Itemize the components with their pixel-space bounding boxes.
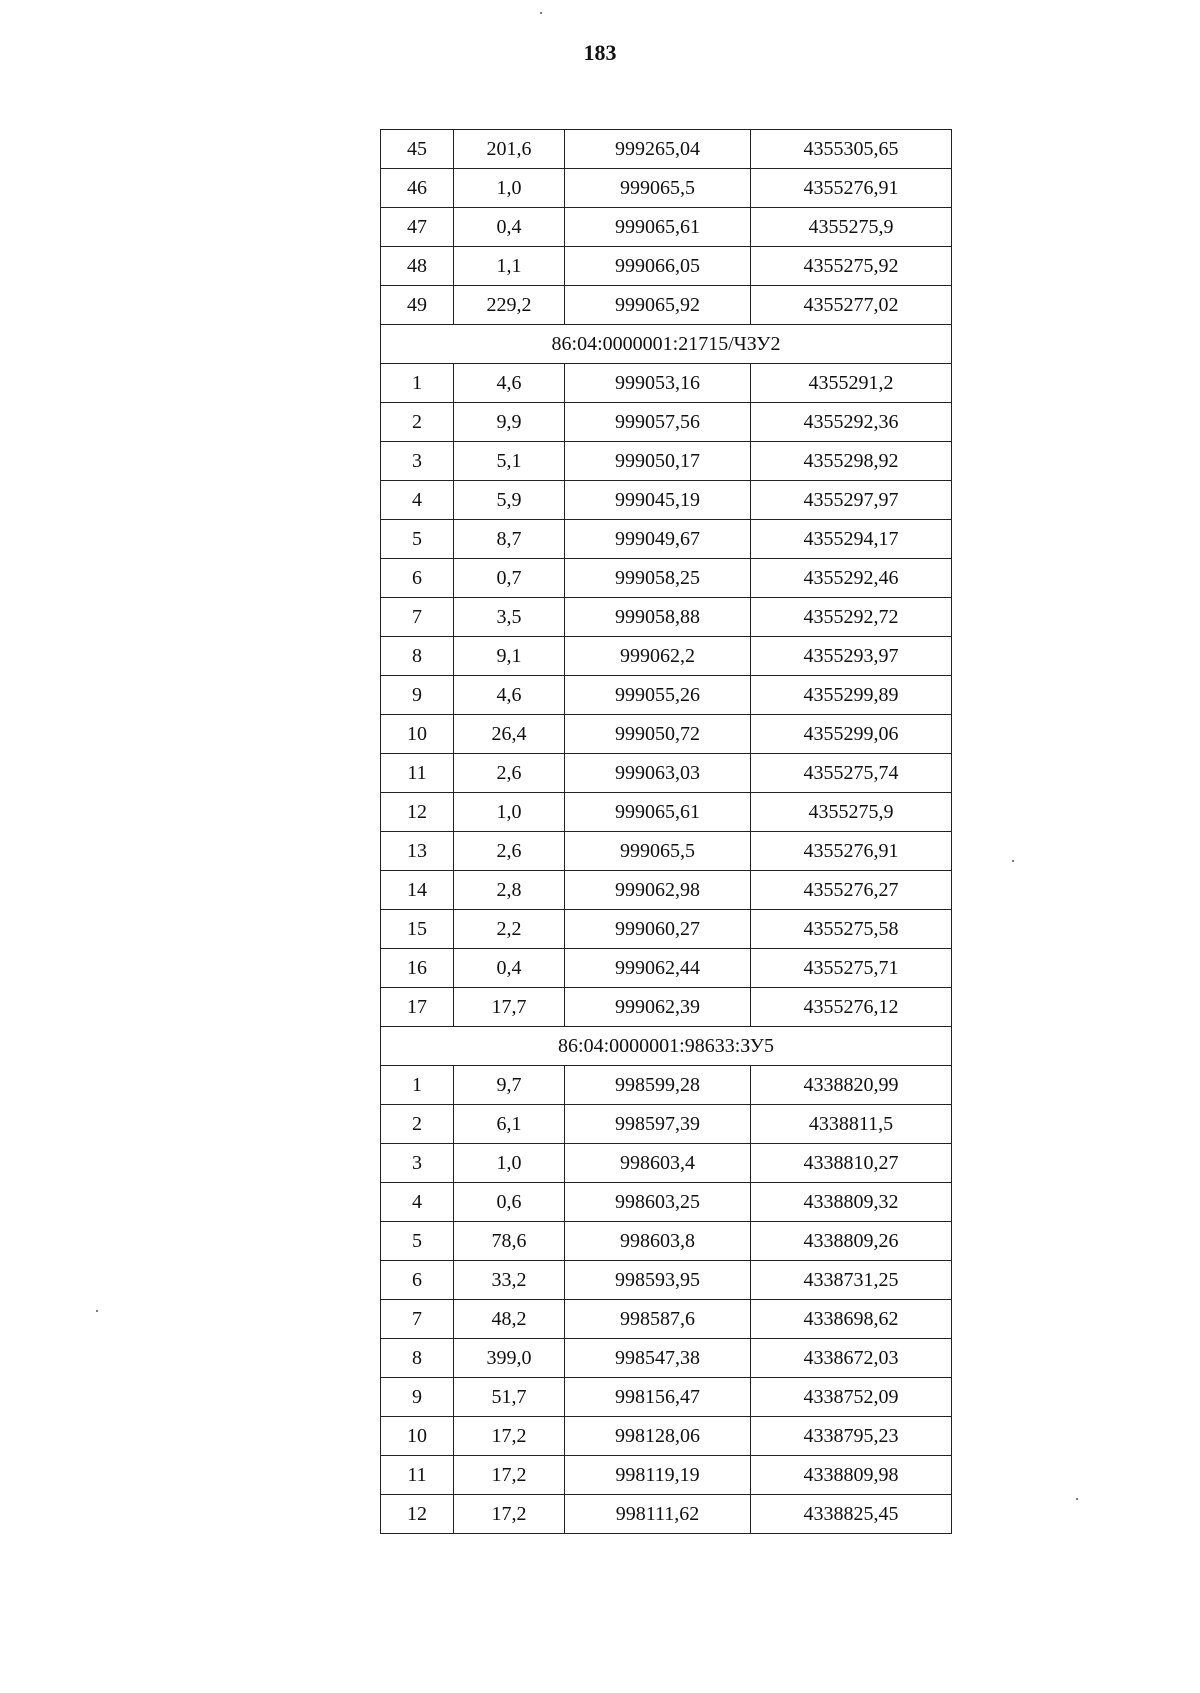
table-row: [381, 715, 952, 754]
point-number-cell: 5: [381, 520, 454, 559]
table-row: [381, 1378, 952, 1417]
point-number-cell: 17: [381, 988, 454, 1027]
distance-cell: 0,4: [454, 949, 565, 988]
distance-cell: 17,2: [454, 1456, 565, 1495]
y-coordinate-cell: 4338672,03: [751, 1339, 952, 1378]
distance-cell: 1,0: [454, 169, 565, 208]
distance-cell: 1,0: [454, 1144, 565, 1183]
x-coordinate-cell: 999063,03: [565, 754, 751, 793]
y-coordinate-cell: 4355276,27: [751, 871, 952, 910]
y-coordinate-cell: 4355275,9: [751, 208, 952, 247]
distance-cell: 5,1: [454, 442, 565, 481]
y-coordinate-cell: 4355293,97: [751, 637, 952, 676]
y-coordinate-cell: 4355277,02: [751, 286, 952, 325]
distance-cell: 1,0: [454, 793, 565, 832]
point-number-cell: 12: [381, 1495, 454, 1534]
distance-cell: 2,8: [454, 871, 565, 910]
table-row: [381, 247, 952, 286]
y-coordinate-cell: 4338698,62: [751, 1300, 952, 1339]
y-coordinate-cell: 4338795,23: [751, 1417, 952, 1456]
y-coordinate-cell: 4338809,26: [751, 1222, 952, 1261]
y-coordinate-cell: 4355292,36: [751, 403, 952, 442]
x-coordinate-cell: 999062,39: [565, 988, 751, 1027]
point-number-cell: 13: [381, 832, 454, 871]
table-row: [381, 754, 952, 793]
y-coordinate-cell: 4338811,5: [751, 1105, 952, 1144]
x-coordinate-cell: 999062,2: [565, 637, 751, 676]
x-coordinate-cell: 998119,19: [565, 1456, 751, 1495]
x-coordinate-cell: 998599,28: [565, 1066, 751, 1105]
table-row: [381, 1066, 952, 1105]
distance-cell: 51,7: [454, 1378, 565, 1417]
point-number-cell: 4: [381, 481, 454, 520]
y-coordinate-cell: 4338825,45: [751, 1495, 952, 1534]
scan-speck: [1012, 860, 1014, 862]
distance-cell: 6,1: [454, 1105, 565, 1144]
y-coordinate-cell: 4355297,97: [751, 481, 952, 520]
point-number-cell: 1: [381, 1066, 454, 1105]
distance-cell: 2,6: [454, 754, 565, 793]
distance-cell: 399,0: [454, 1339, 565, 1378]
distance-cell: 201,6: [454, 130, 565, 169]
scan-speck: [1076, 1498, 1078, 1500]
x-coordinate-cell: 998603,4: [565, 1144, 751, 1183]
distance-cell: 229,2: [454, 286, 565, 325]
y-coordinate-cell: 4355299,06: [751, 715, 952, 754]
distance-cell: 17,2: [454, 1417, 565, 1456]
point-number-cell: 48: [381, 247, 454, 286]
point-number-cell: 3: [381, 442, 454, 481]
point-number-cell: 45: [381, 130, 454, 169]
y-coordinate-cell: 4355275,74: [751, 754, 952, 793]
table-row: [381, 1339, 952, 1378]
distance-cell: 26,4: [454, 715, 565, 754]
section-header: 86:04:0000001:98633:ЗУ5: [381, 1027, 952, 1066]
point-number-cell: 6: [381, 1261, 454, 1300]
point-number-cell: 46: [381, 169, 454, 208]
table-row: [381, 481, 952, 520]
x-coordinate-cell: 999053,16: [565, 364, 751, 403]
table-row: [381, 559, 952, 598]
distance-cell: 1,1: [454, 247, 565, 286]
table-row: [381, 286, 952, 325]
y-coordinate-cell: 4338809,32: [751, 1183, 952, 1222]
y-coordinate-cell: 4338731,25: [751, 1261, 952, 1300]
x-coordinate-cell: 999057,56: [565, 403, 751, 442]
x-coordinate-cell: 999045,19: [565, 481, 751, 520]
x-coordinate-cell: 999060,27: [565, 910, 751, 949]
table-row: [381, 637, 952, 676]
distance-cell: 17,2: [454, 1495, 565, 1534]
point-number-cell: 7: [381, 598, 454, 637]
distance-cell: 4,6: [454, 364, 565, 403]
table-row: [381, 403, 952, 442]
table-row: [381, 832, 952, 871]
x-coordinate-cell: 999065,5: [565, 832, 751, 871]
point-number-cell: 10: [381, 1417, 454, 1456]
distance-cell: 2,6: [454, 832, 565, 871]
x-coordinate-cell: 999062,44: [565, 949, 751, 988]
x-coordinate-cell: 999058,25: [565, 559, 751, 598]
x-coordinate-cell: 999062,98: [565, 871, 751, 910]
point-number-cell: 49: [381, 286, 454, 325]
y-coordinate-cell: 4355291,2: [751, 364, 952, 403]
y-coordinate-cell: 4355294,17: [751, 520, 952, 559]
table-row: [381, 910, 952, 949]
page-number: 183: [583, 40, 617, 65]
y-coordinate-cell: 4355275,71: [751, 949, 952, 988]
x-coordinate-cell: 999066,05: [565, 247, 751, 286]
point-number-cell: 10: [381, 715, 454, 754]
x-coordinate-cell: 999065,92: [565, 286, 751, 325]
table-row: [381, 871, 952, 910]
y-coordinate-cell: 4338809,98: [751, 1456, 952, 1495]
point-number-cell: 6: [381, 559, 454, 598]
table-row: [381, 364, 952, 403]
point-number-cell: 11: [381, 1456, 454, 1495]
y-coordinate-cell: 4338752,09: [751, 1378, 952, 1417]
distance-cell: 17,7: [454, 988, 565, 1027]
table-row: [381, 598, 952, 637]
point-number-cell: 16: [381, 949, 454, 988]
x-coordinate-cell: 998128,06: [565, 1417, 751, 1456]
distance-cell: 78,6: [454, 1222, 565, 1261]
point-number-cell: 14: [381, 871, 454, 910]
table-row: [381, 1417, 952, 1456]
x-coordinate-cell: 998111,62: [565, 1495, 751, 1534]
table-row: [381, 520, 952, 559]
distance-cell: 2,2: [454, 910, 565, 949]
y-coordinate-cell: 4355275,9: [751, 793, 952, 832]
section-header-row: [381, 325, 952, 364]
coordinates-table: [380, 129, 952, 1534]
y-coordinate-cell: 4355275,58: [751, 910, 952, 949]
point-number-cell: 1: [381, 364, 454, 403]
distance-cell: 48,2: [454, 1300, 565, 1339]
table-row: [381, 130, 952, 169]
point-number-cell: 2: [381, 403, 454, 442]
x-coordinate-cell: 998597,39: [565, 1105, 751, 1144]
table-row: [381, 208, 952, 247]
table-row: [381, 1183, 952, 1222]
x-coordinate-cell: 999050,17: [565, 442, 751, 481]
scan-speck: [96, 1310, 98, 1312]
point-number-cell: 9: [381, 1378, 454, 1417]
x-coordinate-cell: 999065,5: [565, 169, 751, 208]
distance-cell: 8,7: [454, 520, 565, 559]
y-coordinate-cell: 4355298,92: [751, 442, 952, 481]
y-coordinate-cell: 4355276,12: [751, 988, 952, 1027]
table-row: [381, 1222, 952, 1261]
table-row: [381, 1144, 952, 1183]
y-coordinate-cell: 4355292,72: [751, 598, 952, 637]
x-coordinate-cell: 999058,88: [565, 598, 751, 637]
table-row: [381, 1495, 952, 1534]
distance-cell: 4,6: [454, 676, 565, 715]
x-coordinate-cell: 998547,38: [565, 1339, 751, 1378]
distance-cell: 9,7: [454, 1066, 565, 1105]
distance-cell: 5,9: [454, 481, 565, 520]
table-row: [381, 442, 952, 481]
y-coordinate-cell: 4338810,27: [751, 1144, 952, 1183]
y-coordinate-cell: 4355305,65: [751, 130, 952, 169]
y-coordinate-cell: 4355276,91: [751, 832, 952, 871]
x-coordinate-cell: 999265,04: [565, 130, 751, 169]
distance-cell: 0,6: [454, 1183, 565, 1222]
distance-cell: 0,4: [454, 208, 565, 247]
x-coordinate-cell: 999049,67: [565, 520, 751, 559]
table-row: [381, 949, 952, 988]
x-coordinate-cell: 999065,61: [565, 793, 751, 832]
distance-cell: 9,9: [454, 403, 565, 442]
point-number-cell: 47: [381, 208, 454, 247]
y-coordinate-cell: 4338820,99: [751, 1066, 952, 1105]
point-number-cell: 15: [381, 910, 454, 949]
distance-cell: 9,1: [454, 637, 565, 676]
table-row: [381, 676, 952, 715]
point-number-cell: 4: [381, 1183, 454, 1222]
table-row: [381, 1105, 952, 1144]
point-number-cell: 7: [381, 1300, 454, 1339]
x-coordinate-cell: 999065,61: [565, 208, 751, 247]
point-number-cell: 8: [381, 1339, 454, 1378]
scan-speck: [540, 12, 542, 14]
table-row: [381, 793, 952, 832]
table-row: [381, 988, 952, 1027]
section-header: 86:04:0000001:21715/ЧЗУ2: [381, 325, 952, 364]
x-coordinate-cell: 999055,26: [565, 676, 751, 715]
x-coordinate-cell: 998603,25: [565, 1183, 751, 1222]
x-coordinate-cell: 998156,47: [565, 1378, 751, 1417]
table-row: [381, 1456, 952, 1495]
point-number-cell: 2: [381, 1105, 454, 1144]
table-row: [381, 1261, 952, 1300]
y-coordinate-cell: 4355276,91: [751, 169, 952, 208]
distance-cell: 3,5: [454, 598, 565, 637]
x-coordinate-cell: 998603,8: [565, 1222, 751, 1261]
x-coordinate-cell: 999050,72: [565, 715, 751, 754]
table-row: [381, 1300, 952, 1339]
point-number-cell: 8: [381, 637, 454, 676]
y-coordinate-cell: 4355275,92: [751, 247, 952, 286]
y-coordinate-cell: 4355292,46: [751, 559, 952, 598]
table-row: [381, 169, 952, 208]
y-coordinate-cell: 4355299,89: [751, 676, 952, 715]
x-coordinate-cell: 998587,6: [565, 1300, 751, 1339]
point-number-cell: 12: [381, 793, 454, 832]
point-number-cell: 3: [381, 1144, 454, 1183]
point-number-cell: 9: [381, 676, 454, 715]
coordinates-table-body: [381, 130, 952, 1534]
section-header-row: [381, 1027, 952, 1066]
distance-cell: 33,2: [454, 1261, 565, 1300]
x-coordinate-cell: 998593,95: [565, 1261, 751, 1300]
point-number-cell: 11: [381, 754, 454, 793]
point-number-cell: 5: [381, 1222, 454, 1261]
distance-cell: 0,7: [454, 559, 565, 598]
